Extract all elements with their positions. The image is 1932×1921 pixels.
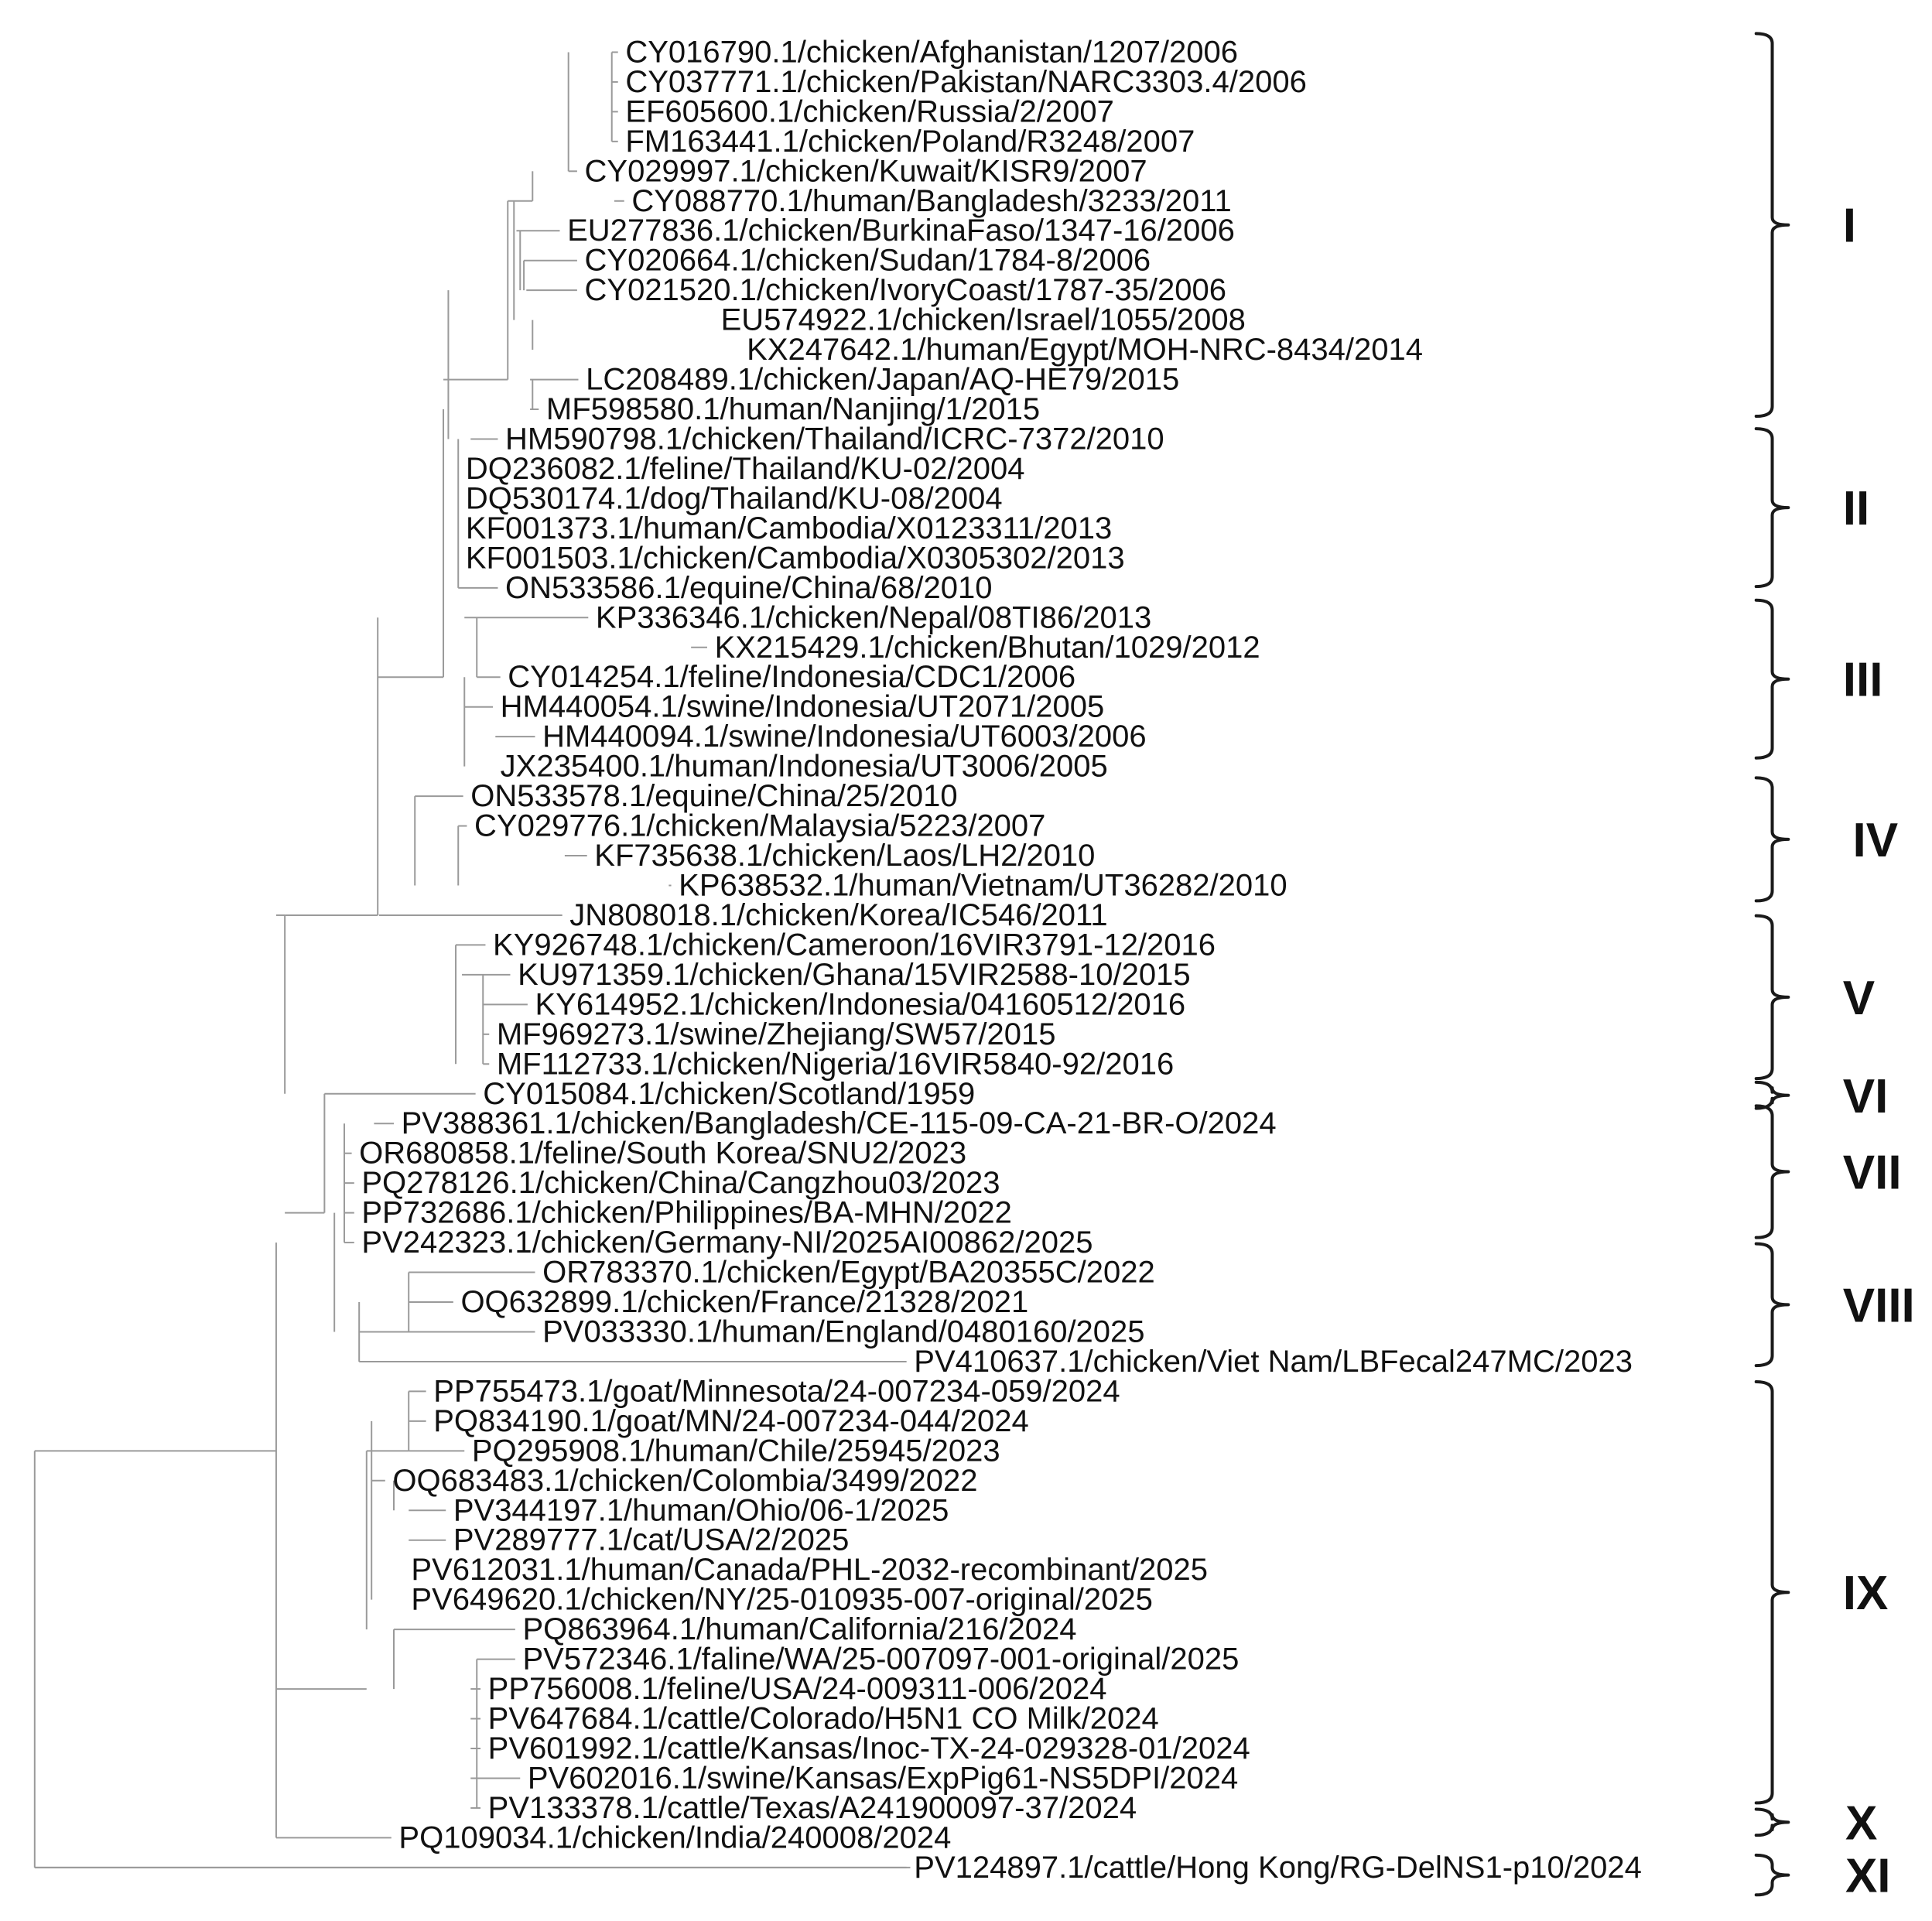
clade-bracket bbox=[1756, 1809, 1789, 1835]
leaf-label: CY037771.1/chicken/Pakistan/NARC3303.4/2006 bbox=[625, 64, 1307, 99]
leaf-label: OR783370.1/chicken/Egypt/BA20355C/2022 bbox=[542, 1255, 1155, 1290]
clade-label: IV bbox=[1852, 813, 1899, 867]
clade-label: V bbox=[1842, 971, 1876, 1025]
clade-bracket bbox=[1756, 1106, 1789, 1237]
leaf-label: EF605600.1/chicken/Russia/2/2007 bbox=[625, 94, 1114, 129]
leaf-label: MF112733.1/chicken/Nigeria/16VIR5840-92/2016 bbox=[496, 1047, 1175, 1082]
clade-label: I bbox=[1842, 199, 1856, 253]
leaf-label: JX235400.1/human/Indonesia/UT3006/2005 bbox=[500, 749, 1108, 784]
leaf-label: PV344197.1/human/Ohio/06-1/2025 bbox=[453, 1493, 949, 1528]
leaf-label: PQ109034.1/chicken/India/240008/2024 bbox=[398, 1820, 952, 1855]
leaf-label: MF969273.1/swine/Zhejiang/SW57/2015 bbox=[496, 1017, 1056, 1051]
leaf-label: CY021520.1/chicken/IvoryCoast/1787-35/2006 bbox=[584, 273, 1226, 308]
leaf-label: HM440054.1/swine/Indonesia/UT2071/2005 bbox=[500, 689, 1105, 724]
leaf-label: CY029997.1/chicken/Kuwait/KISR9/2007 bbox=[584, 154, 1147, 189]
clade-bracket bbox=[1756, 600, 1789, 758]
leaf-label: DQ236082.1/feline/Thailand/KU-02/2004 bbox=[465, 451, 1025, 486]
clade-bracket bbox=[1756, 1855, 1789, 1895]
leaf-label: PP732686.1/chicken/Philippines/BA-MHN/2022 bbox=[361, 1195, 1012, 1230]
leaf-labels bbox=[359, 35, 1642, 1884]
leaf-label: PQ295908.1/human/Chile/25945/2023 bbox=[471, 1434, 1000, 1468]
leaf-label: KX247642.1/human/Egypt/MOH-NRC-8434/2014 bbox=[747, 333, 1424, 367]
leaf-label: KY614952.1/chicken/Indonesia/04160512/2016 bbox=[535, 987, 1186, 1022]
leaf-label: PP756008.1/feline/USA/24-009311-006/2024 bbox=[487, 1672, 1107, 1707]
leaf-label: PV124897.1/cattle/Hong Kong/RG-DelNS1-p10/2024 bbox=[914, 1850, 1642, 1885]
leaf-label: KY926748.1/chicken/Cameroon/16VIR3791-12/2016 bbox=[493, 928, 1216, 962]
leaf-label: PQ278126.1/chicken/China/Cangzhou03/2023 bbox=[361, 1166, 1000, 1201]
leaf-label: PV133378.1/cattle/Texas/A241900097-37/2024 bbox=[487, 1790, 1137, 1825]
clade-label: XI bbox=[1845, 1849, 1891, 1903]
leaf-label: PV033330.1/human/England/0480160/2025 bbox=[542, 1314, 1145, 1349]
leaf-label: OQ683483.1/chicken/Colombia/3499/2022 bbox=[392, 1463, 978, 1498]
clade-label: IX bbox=[1842, 1567, 1889, 1621]
leaf-label: PV601992.1/cattle/Kansas/Inoc-TX-24-029328-01/2024 bbox=[487, 1731, 1250, 1765]
leaf-label: PV612031.1/human/Canada/PHL-2032-recombinant/2025 bbox=[411, 1553, 1209, 1588]
clade-label: II bbox=[1842, 482, 1870, 536]
leaf-label: CY020664.1/chicken/Sudan/1784-8/2006 bbox=[584, 243, 1151, 278]
clade-bracket bbox=[1756, 1244, 1789, 1366]
leaf-label: CY029776.1/chicken/Malaysia/5223/2007 bbox=[474, 808, 1046, 843]
leaf-label: KP336346.1/chicken/Nepal/08TI86/2013 bbox=[595, 600, 1152, 635]
clade-bracket bbox=[1756, 33, 1789, 416]
leaf-label: DQ530174.1/dog/Thailand/KU-08/2004 bbox=[465, 481, 1003, 516]
clade-bracket bbox=[1756, 916, 1789, 1078]
leaf-label: PV602016.1/swine/Kansas/ExpPig61-NS5DPI/2024 bbox=[527, 1761, 1239, 1796]
leaf-label: PQ863964.1/human/California/216/2024 bbox=[522, 1612, 1077, 1647]
leaf-label: KF735638.1/chicken/Laos/LH2/2010 bbox=[594, 839, 1096, 873]
leaf-label: PQ834190.1/goat/MN/24-007234-044/2024 bbox=[433, 1403, 1029, 1438]
leaf-label: KF001373.1/human/Cambodia/X0123311/2013 bbox=[465, 511, 1113, 545]
leaf-label: PV649620.1/chicken/NY/25-010935-007-original/2025 bbox=[411, 1582, 1153, 1617]
leaf-label: ON533586.1/equine/China/68/2010 bbox=[505, 570, 993, 605]
leaf-label: EU277836.1/chicken/BurkinaFaso/1347-16/2006 bbox=[567, 214, 1235, 248]
clade-bracket bbox=[1756, 778, 1789, 901]
clade-bracket bbox=[1756, 1082, 1789, 1109]
clade-label: VII bbox=[1842, 1146, 1902, 1200]
clade-label: VI bbox=[1842, 1069, 1889, 1123]
clade-label: III bbox=[1842, 653, 1883, 707]
leaf-label: PP755473.1/goat/Minnesota/24-007234-059/2024 bbox=[433, 1374, 1120, 1409]
leaf-label: LC208489.1/chicken/Japan/AQ-HE79/2015 bbox=[586, 362, 1180, 397]
leaf-label: KU971359.1/chicken/Ghana/15VIR2588-10/2015 bbox=[518, 957, 1191, 992]
leaf-label: PV242323.1/chicken/Germany-NI/2025AI00862/2025 bbox=[361, 1225, 1093, 1260]
leaf-label: PV289777.1/cat/USA/2/2025 bbox=[453, 1523, 850, 1557]
leaf-label: CY088770.1/human/Bangladesh/3233/2011 bbox=[631, 183, 1232, 218]
leaf-label: HM440094.1/swine/Indonesia/UT6003/2006 bbox=[542, 720, 1147, 754]
leaf-label: PV410637.1/chicken/Viet Nam/LBFecal247MC/2023 bbox=[914, 1344, 1633, 1379]
leaf-label: OR680858.1/feline/South Korea/SNU2/2023 bbox=[359, 1136, 967, 1171]
leaf-label: EU574922.1/chicken/Israel/1055/2008 bbox=[720, 303, 1246, 337]
leaf-label: CY014254.1/feline/Indonesia/CDC1/2006 bbox=[508, 660, 1076, 695]
leaf-label: KX215429.1/chicken/Bhutan/1029/2012 bbox=[714, 630, 1260, 665]
leaf-label: MF598580.1/human/Nanjing/1/2015 bbox=[545, 392, 1041, 427]
leaf-label: KF001503.1/chicken/Cambodia/X0305302/2013 bbox=[465, 541, 1125, 576]
leaf-label: CY016790.1/chicken/Afghanistan/1207/2006 bbox=[625, 35, 1239, 70]
leaf-label: CY015084.1/chicken/Scotland/1959 bbox=[483, 1076, 976, 1111]
leaf-label: OQ632899.1/chicken/France/21328/2021 bbox=[460, 1285, 1029, 1320]
clade-label: VIII bbox=[1842, 1279, 1915, 1333]
clade-bracket bbox=[1756, 1382, 1789, 1803]
leaf-label: KP638532.1/human/Vietnam/UT36282/2010 bbox=[679, 868, 1287, 903]
leaf-label: PV647684.1/cattle/Colorado/H5N1 CO Milk/2024 bbox=[487, 1701, 1159, 1736]
leaf-label: PV388361.1/chicken/Bangladesh/CE-115-09-CA-21-BR-O/2024 bbox=[401, 1106, 1277, 1141]
clade-bracket bbox=[1756, 429, 1789, 586]
clade-brackets bbox=[1756, 33, 1915, 1902]
leaf-label: FM163441.1/chicken/Poland/R3248/2007 bbox=[625, 124, 1195, 159]
clade-label: X bbox=[1845, 1796, 1878, 1851]
leaf-label: JN808018.1/chicken/Korea/IC546/2011 bbox=[569, 897, 1108, 932]
leaf-label: PV572346.1/faline/WA/25-007097-001-original/2025 bbox=[522, 1642, 1240, 1677]
leaf-label: HM590798.1/chicken/Thailand/ICRC-7372/2010 bbox=[505, 422, 1164, 456]
leaf-label: ON533578.1/equine/China/25/2010 bbox=[470, 779, 958, 814]
